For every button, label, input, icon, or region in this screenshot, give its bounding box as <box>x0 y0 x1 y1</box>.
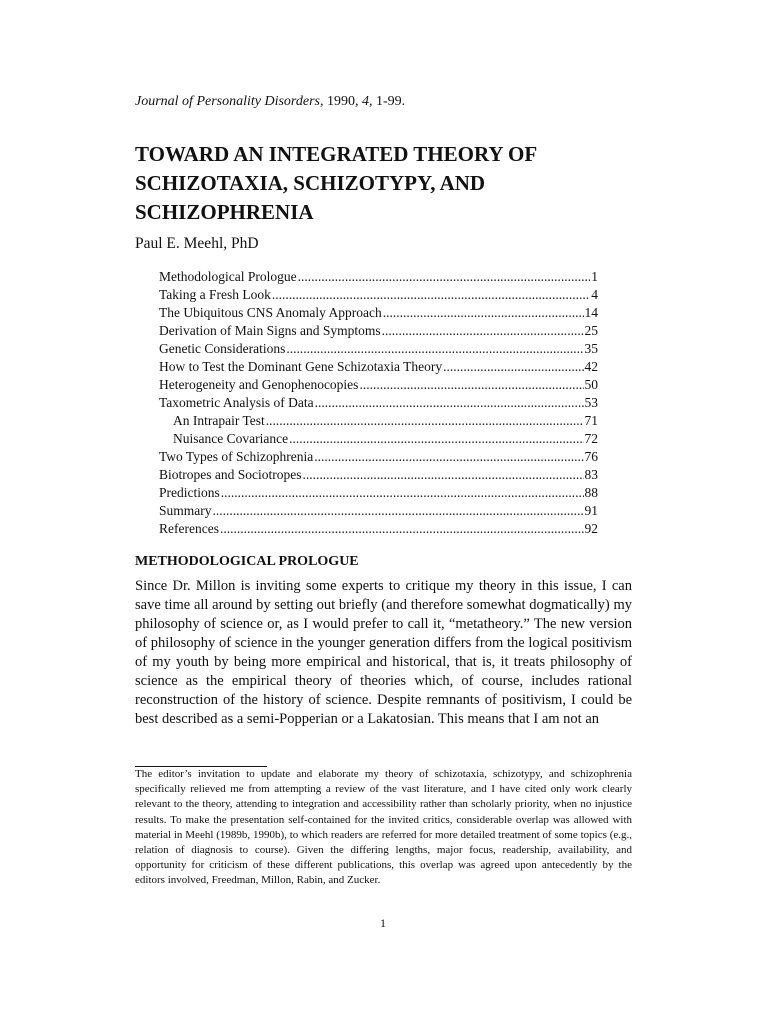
toc-entry <box>159 322 598 340</box>
toc-entry <box>159 448 598 466</box>
page-number: 1 <box>380 916 386 930</box>
toc-entry-page: 72 <box>584 431 598 446</box>
paper-title: TOWARD AN INTEGRATED THEORY OF SCHIZOTAXIA, SCHIZOTYPY, AND SCHIZOPHRENIA <box>135 142 537 224</box>
toc-entry-page: 25 <box>584 323 598 338</box>
citation-year: , 1990, <box>319 94 362 109</box>
toc-entry-page: 35 <box>584 341 598 356</box>
toc-entry-label: References <box>159 521 219 536</box>
toc-entry-label: The Ubiquitous CNS Anomaly Approach <box>159 305 382 320</box>
toc-entry <box>159 484 598 502</box>
toc-entry-page: 71 <box>584 413 598 428</box>
footnote: The editor’s invitation to update and elaborate my theory of schizotaxia, schizotypy, and schizophrenia specifically relieved me from attempting a review of the vast literature, and I have cited only work clearly relevant to the theory, attending to integration and accessibility rather than scholarly priority, when no injustice results. To make the presentation self-contained for the invited critics, considerable overlap was allowed with material in Meehl (1989b, 1990b), to which readers are referred for more detailed treatment of some topics (e.g., relation of diagnosis to course). Given the differing lengths, major focus, readership, availability, and opportunity for criticism of these different publications, this overlap was agreed upon antecedently by the editors involved, Freedman, Millon, Rabin, and Zucker. <box>135 768 632 887</box>
toc-entry-label: Biotropes and Sociotropes <box>159 467 302 482</box>
toc-entry-label: Two Types of Schizophrenia <box>159 449 314 464</box>
toc-entry-label: Derivation of Main Signs and Symptoms <box>159 323 381 338</box>
citation-pages: , 1-99. <box>368 94 406 109</box>
toc-entry-page: 53 <box>584 395 598 410</box>
toc-entry-page: 91 <box>584 503 598 518</box>
toc-leader-dots <box>298 268 591 286</box>
toc-entry-page: 14 <box>584 305 598 320</box>
toc-entry-page: 83 <box>584 467 598 482</box>
citation-volume: 4 <box>361 94 369 109</box>
toc-entry-label: Genetic Considerations <box>159 341 286 356</box>
toc-leader-dots <box>272 286 590 304</box>
toc-entry-label: Nuisance Covariance <box>173 431 289 446</box>
toc-entry <box>159 466 598 484</box>
table-of-contents <box>159 268 598 538</box>
toc-subentry <box>159 412 598 430</box>
section-heading: METHODOLOGICAL PROLOGUE <box>135 554 359 569</box>
toc-leader-dots <box>220 520 584 538</box>
toc-entry-label: Taking a Fresh Look <box>159 287 271 302</box>
toc-subentry <box>159 430 598 448</box>
toc-entry-page: 50 <box>584 377 598 392</box>
body-paragraph: Since Dr. Millon is inviting some experts to critique my theory in this issue, I can save time all around by setting out briefly (and therefore somewhat dogmatically) my philosophy of science or, as I would prefer to call it, “metatheory.” The new version of philosophy of science in the younger generation differs from the logical positivism of my youth by being more empirical and historical, that is, it treats philosophy of science as the empirical theory of theories which, of course, includes rational reconstruction of the history of science. Despite remnants of positivism, I could be best described as a semi-Popperian or a Lakatosian. This means that I am not an <box>135 578 632 727</box>
toc-leader-dots <box>266 412 584 430</box>
toc-entry-page: 76 <box>584 449 598 464</box>
toc-entry <box>159 394 598 412</box>
toc-entry-label: Summary <box>159 503 212 518</box>
toc-entry-label: How to Test the Dominant Gene Schizotaxia Theory <box>159 359 443 374</box>
toc-entry-page: 92 <box>584 521 598 536</box>
toc-leader-dots <box>221 484 584 502</box>
toc-entry <box>159 304 598 322</box>
toc-entry-label: Predictions <box>159 485 220 500</box>
author-name: Paul E. Meehl, PhD <box>135 235 259 252</box>
toc-entry-page: 4 <box>591 287 598 302</box>
toc-entry <box>159 286 598 304</box>
journal-citation <box>135 93 405 111</box>
toc-leader-dots <box>302 466 583 484</box>
toc-leader-dots <box>383 304 584 322</box>
toc-entry <box>159 376 598 394</box>
toc-entry-label: Methodological Prologue <box>159 269 297 284</box>
toc-entry-label: An Intrapair Test <box>173 413 265 428</box>
toc-entry-page: 88 <box>584 485 598 500</box>
journal-name: Journal of Personality Disorders <box>135 94 320 109</box>
toc-leader-dots <box>315 394 584 412</box>
toc-entry-page: 1 <box>591 269 598 284</box>
toc-entry-page: 42 <box>584 359 598 374</box>
toc-leader-dots <box>213 502 584 520</box>
toc-leader-dots <box>443 358 583 376</box>
toc-entry-label: Heterogeneity and Genophenocopies <box>159 377 359 392</box>
toc-leader-dots <box>314 448 583 466</box>
toc-entry <box>159 358 598 376</box>
toc-leader-dots <box>382 322 584 340</box>
toc-entry <box>159 520 598 538</box>
toc-leader-dots <box>286 340 583 358</box>
toc-leader-dots <box>289 430 583 448</box>
toc-entry-label: Taxometric Analysis of Data <box>159 395 314 410</box>
toc-entry <box>159 340 598 358</box>
toc-entry <box>159 268 598 286</box>
toc-leader-dots <box>359 376 583 394</box>
toc-entry <box>159 502 598 520</box>
